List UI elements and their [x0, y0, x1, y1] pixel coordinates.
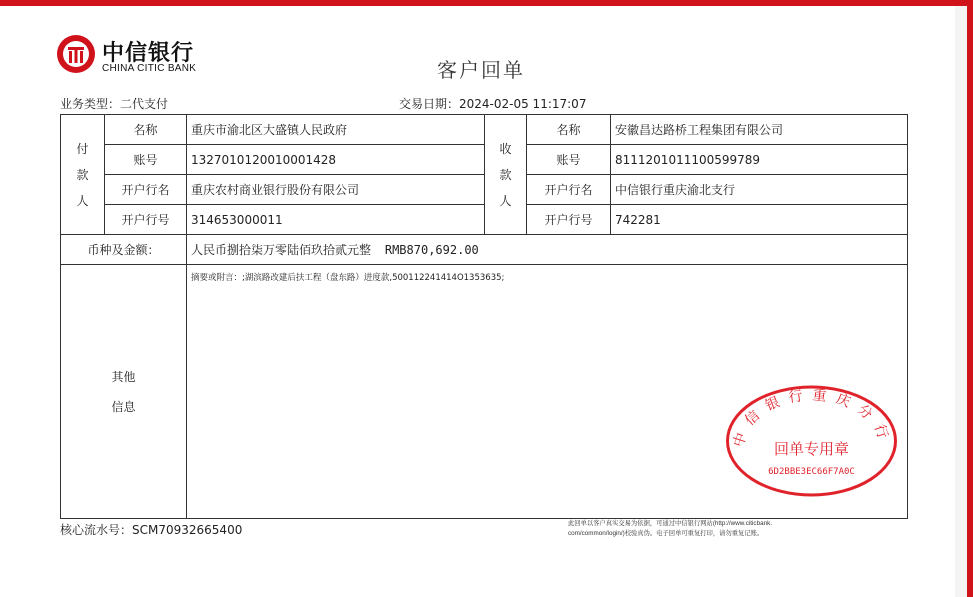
seal-center-text: 回单专用章: [773, 440, 850, 458]
bank-name-en: CHINA CITIC BANK: [102, 63, 197, 74]
payee-bank-label: 开户行名: [527, 175, 611, 205]
payee-account-label: 账号: [527, 145, 611, 175]
payer-bank-no: 314653000011: [187, 205, 485, 235]
core-serial-number: 核心流水号：SCM70932665400: [60, 523, 243, 537]
seal-arc-text: 中信银行重庆分行: [730, 387, 894, 450]
right-brand-bar: [967, 0, 973, 597]
bank-logo: [56, 34, 276, 82]
amount-figure: RMB870,692.00: [384, 243, 479, 257]
payer-account-label: 账号: [105, 145, 187, 175]
payer-bank-no-label: 开户行号: [105, 205, 187, 235]
citic-emblem-icon: [56, 34, 96, 74]
payer-group-label: 付 款 人: [61, 115, 105, 235]
payee-name: 安徽昌达路桥工程集团有限公司: [611, 115, 908, 145]
amount-label: 币种及金额：: [61, 235, 187, 265]
payer-name-label: 名称: [105, 115, 187, 145]
payee-name-label: 名称: [527, 115, 611, 145]
other-info-label: 其他 信息: [61, 265, 187, 519]
amount-in-words: 人民币捌拾柒万零陆佰玖拾贰元整: [191, 243, 372, 257]
amount-cell: [187, 235, 908, 265]
top-brand-bar: [0, 0, 973, 6]
payee-group-label: 收 款 人: [485, 115, 527, 235]
right-margin-shade: [955, 6, 967, 597]
payee-bank: 中信银行重庆渝北支行: [611, 175, 908, 205]
verification-note: 此回单以客户真实交易为依据，可通过中信银行网站(http://www.citicbank. com/common/login/)校验真伪。电子回单可重复打印，请勿重复记账。: [568, 520, 772, 537]
bank-seal: [724, 384, 899, 498]
trade-date: 交易日期：2024-02-05 11:17:07: [399, 97, 587, 111]
memo: 摘要或附言：;湖滨路改建后扶工程（盘东路）进度款,500112241414O1353635;: [187, 265, 908, 519]
payee-bank-no-label: 开户行号: [527, 205, 611, 235]
business-type: 业务类型：二代支付: [60, 97, 169, 111]
document-title: 客户回单: [437, 58, 525, 82]
payee-bank-no: 742281: [611, 205, 908, 235]
payer-account: 1327010120010001428: [187, 145, 485, 175]
payer-bank: 重庆农村商业银行股份有限公司: [187, 175, 485, 205]
seal-code-text: 6D2BBE3EC66F7A0C: [768, 467, 855, 477]
payer-name: 重庆市渝北区大盛镇人民政府: [187, 115, 485, 145]
bank-name-cn: 中信银行: [102, 41, 195, 66]
payer-bank-label: 开户行名: [105, 175, 187, 205]
seal-stamp-icon: [724, 384, 899, 498]
payee-account: 8111201011100599789: [611, 145, 908, 175]
